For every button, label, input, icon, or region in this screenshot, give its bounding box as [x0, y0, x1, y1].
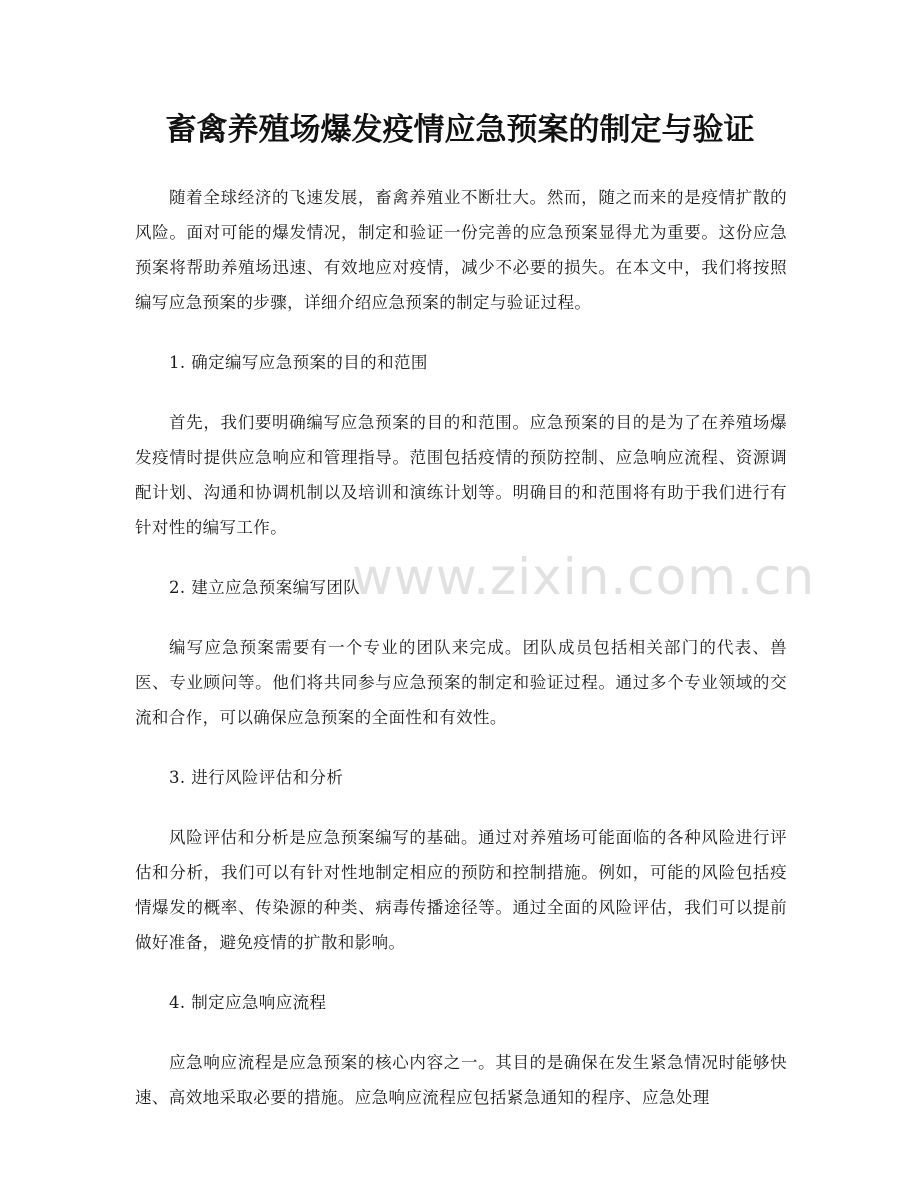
document-body — [135, 180, 787, 1140]
section-paragraph-3: 风险评估和分析是应急预案编写的基础。通过对养殖场可能面临的各种风险进行评估和分析，我们可以有针对性地制定相应的预防和控制措施。例如，可能的风险包括疫情爆发的概率、传染源的种类、病毒传播途径等。通过全面的风险评估，我们可以提前做好准备，避免疫情的扩散和影响。 — [135, 828, 787, 952]
section-paragraph-1: 首先，我们要明确编写应急预案的目的和范围。应急预案的目的是为了在养殖场爆发疫情时提供应急响应和管理指导。范围包括疫情的预防控制、应急响应流程、资源调配计划、沟通和协调机制以及培训和演练计划等。明确目的和范围将有助于我们进行有针对性的编写工作。 — [135, 413, 787, 537]
document-title: 畜禽养殖场爆发疫情应急预案的制定与验证 — [165, 112, 755, 148]
intro-paragraph: 随着全球经济的飞速发展，畜禽养殖业不断壮大。然而，随之而来的是疫情扩散的风险。面对可能的爆发情况，制定和验证一份完善的应急预案显得尤为重要。这份应急预案将帮助养殖场迅速、有效地应对疫情，减少不必要的损失。在本文中，我们将按照编写应急预案的步骤，详细介绍应急预案的制定与验证过程。 — [135, 188, 787, 312]
section-heading-2: 2. 建立应急预案编写团队 — [169, 578, 361, 597]
watermark: www.zixin.com.cn — [352, 548, 816, 606]
section-heading-1: 1. 确定编写应急预案的目的和范围 — [169, 353, 428, 372]
section-heading-4: 4. 制定应急响应流程 — [169, 993, 327, 1012]
section-heading-3: 3. 进行风险评估和分析 — [169, 768, 344, 787]
section-paragraph-4: 应急响应流程是应急预案的核心内容之一。其目的是确保在发生紧急情况时能够快速、高效地采取必要的措施。应急响应流程应包括紧急通知的程序、应急处理 — [135, 1053, 787, 1107]
section-paragraph-2: 编写应急预案需要有一个专业的团队来完成。团队成员包括相关部门的代表、兽医、专业顾问等。他们将共同参与应急预案的制定和验证过程。通过多个专业领域的交流和合作，可以确保应急预案的全面性和有效性。 — [135, 638, 787, 727]
